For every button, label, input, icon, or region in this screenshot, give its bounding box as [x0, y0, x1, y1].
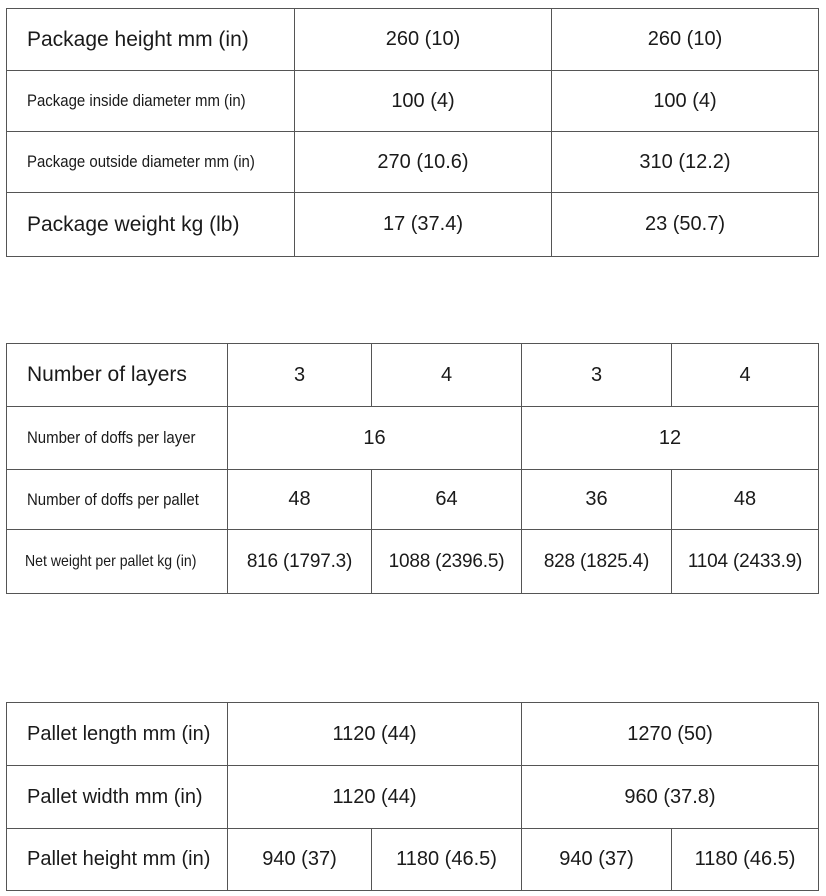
- cell-value: 12: [522, 407, 819, 470]
- cell-value: 270 (10.6): [295, 132, 552, 193]
- cell-value: 64: [372, 470, 522, 530]
- row-label: Number of doffs per pallet: [27, 489, 199, 509]
- cell-value: 100 (4): [552, 71, 819, 132]
- row-label: Number of doffs per layer: [27, 428, 196, 447]
- row-label: Package height mm (in): [7, 9, 295, 71]
- row-label: Number of layers: [7, 344, 228, 407]
- cell-value: 960 (37.8): [522, 766, 819, 829]
- cell-value: 1120 (44): [228, 703, 522, 766]
- cell-value: 100 (4): [295, 71, 552, 132]
- cell-value: 310 (12.2): [552, 132, 819, 193]
- row-label: Pallet length mm (in): [7, 703, 228, 766]
- table-row: [7, 703, 819, 766]
- table-row: [7, 132, 819, 193]
- cell-value: 36: [522, 470, 672, 530]
- row-label: Net weight per pallet kg (in): [25, 552, 197, 570]
- table-row: [7, 766, 819, 829]
- cell-value: 260 (10): [295, 9, 552, 71]
- row-label: Package weight kg (lb): [7, 193, 295, 257]
- table-row: [7, 829, 819, 891]
- row-label: Package inside diameter mm (in): [27, 91, 246, 110]
- cell-value: 1120 (44): [228, 766, 522, 829]
- table-row: [7, 71, 819, 132]
- cell-value: 816 (1797.3): [228, 530, 372, 594]
- cell-value: 1270 (50): [522, 703, 819, 766]
- cell-value: 940 (37): [522, 829, 672, 891]
- table-row: [7, 9, 819, 71]
- cell-value: 1104 (2433.9): [672, 530, 819, 594]
- row-label: Package outside diameter mm (in): [27, 152, 255, 171]
- cell-value: 48: [672, 470, 819, 530]
- cell-value: 1180 (46.5): [672, 829, 819, 891]
- cell-value: 1180 (46.5): [372, 829, 522, 891]
- cell-value: 260 (10): [552, 9, 819, 71]
- cell-value: 828 (1825.4): [522, 530, 672, 594]
- row-label: Pallet height mm (in): [7, 829, 228, 891]
- row-label: Pallet width mm (in): [7, 766, 228, 829]
- cell-value: 940 (37): [228, 829, 372, 891]
- cell-value: 3: [228, 344, 372, 407]
- table-row: [7, 530, 819, 594]
- table-row: [7, 407, 819, 470]
- cell-value: 1088 (2396.5): [372, 530, 522, 594]
- cell-value: 23 (50.7): [552, 193, 819, 257]
- cell-value: 17 (37.4): [295, 193, 552, 257]
- cell-value: 16: [228, 407, 522, 470]
- cell-value: 48: [228, 470, 372, 530]
- table-row: [7, 193, 819, 257]
- pallet-loading-table: [6, 343, 819, 594]
- cell-value: 3: [522, 344, 672, 407]
- cell-value: 4: [672, 344, 819, 407]
- table-row: [7, 344, 819, 407]
- cell-value: 4: [372, 344, 522, 407]
- pallet-dimensions-table: [6, 702, 819, 891]
- package-dimensions-table: [6, 8, 819, 257]
- table-row: [7, 470, 819, 530]
